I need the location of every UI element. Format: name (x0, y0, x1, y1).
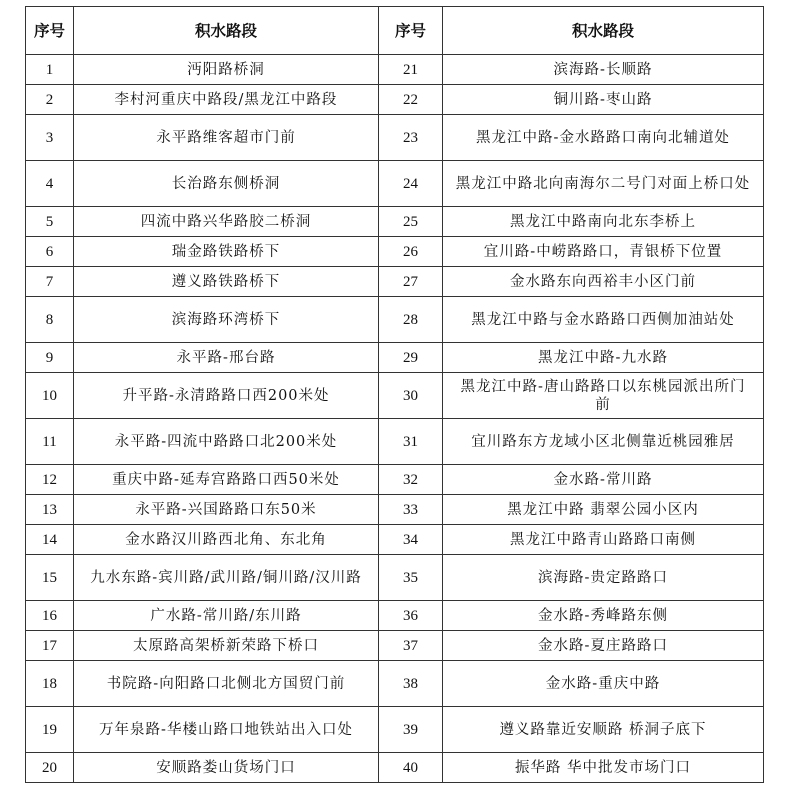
table-row (26, 419, 764, 465)
cell-right-number: 33 (379, 495, 443, 525)
table-row (26, 297, 764, 343)
header-road-right: 积水路段 (443, 7, 764, 55)
cell-left-road: 遵义路铁路桥下 (74, 267, 379, 297)
header-road-left: 积水路段 (74, 7, 379, 55)
cell-left-number: 12 (26, 465, 74, 495)
table-row (26, 115, 764, 161)
header-no-left: 序号 (26, 7, 74, 55)
cell-left-road: 升平路-永清路路口西200米处 (74, 373, 379, 419)
cell-left-number: 15 (26, 555, 74, 601)
cell-right-road: 黑龙江中路北向南海尔二号门对面上桥口处 (443, 161, 764, 207)
cell-left-road: 沔阳路桥洞 (74, 55, 379, 85)
cell-right-number: 38 (379, 661, 443, 707)
cell-right-number: 23 (379, 115, 443, 161)
cell-left-number: 7 (26, 267, 74, 297)
cell-left-number: 4 (26, 161, 74, 207)
table-row (26, 631, 764, 661)
cell-left-road: 九水东路-宾川路/武川路/铜川路/汉川路 (74, 555, 379, 601)
cell-left-road: 书院路-向阳路口北侧北方国贸门前 (74, 661, 379, 707)
table-row (26, 465, 764, 495)
cell-left-road: 万年泉路-华楼山路口地铁站出入口处 (74, 707, 379, 753)
cell-left-number: 19 (26, 707, 74, 753)
cell-left-number: 5 (26, 207, 74, 237)
cell-left-road: 李村河重庆中路段/黑龙江中路段 (74, 85, 379, 115)
cell-left-road: 四流中路兴华路胶二桥洞 (74, 207, 379, 237)
cell-left-road: 永平路-邢台路 (74, 343, 379, 373)
table-row (26, 85, 764, 115)
cell-left-number: 10 (26, 373, 74, 419)
cell-left-number: 16 (26, 601, 74, 631)
cell-right-road: 铜川路-枣山路 (443, 85, 764, 115)
cell-right-road: 金水路-常川路 (443, 465, 764, 495)
table-row (26, 601, 764, 631)
table-header-row (26, 7, 764, 55)
cell-right-number: 29 (379, 343, 443, 373)
cell-right-road: 振华路 华中批发市场门口 (443, 753, 764, 783)
cell-left-road: 永平路维客超市门前 (74, 115, 379, 161)
cell-right-number: 36 (379, 601, 443, 631)
cell-left-number: 20 (26, 753, 74, 783)
table-row (26, 343, 764, 373)
cell-left-number: 18 (26, 661, 74, 707)
cell-right-number: 21 (379, 55, 443, 85)
cell-left-road: 重庆中路-延寿宫路路口西50米处 (74, 465, 379, 495)
cell-right-number: 37 (379, 631, 443, 661)
table-row (26, 753, 764, 783)
cell-right-road: 黑龙江中路与金水路路口西侧加油站处 (443, 297, 764, 343)
table-row (26, 525, 764, 555)
table-row (26, 267, 764, 297)
cell-right-road: 金水路东向西裕丰小区门前 (443, 267, 764, 297)
table-row (26, 495, 764, 525)
table-row (26, 161, 764, 207)
cell-left-road: 永平路-兴国路路口东50米 (74, 495, 379, 525)
cell-right-road: 滨海路-贵定路路口 (443, 555, 764, 601)
cell-right-road: 金水路-秀峰路东侧 (443, 601, 764, 631)
cell-left-number: 17 (26, 631, 74, 661)
cell-left-road: 安顺路娄山货场门口 (74, 753, 379, 783)
table-row (26, 555, 764, 601)
cell-right-road: 宜川路-中崂路路口，青银桥下位置 (443, 237, 764, 267)
cell-right-number: 31 (379, 419, 443, 465)
table-row (26, 207, 764, 237)
cell-left-number: 11 (26, 419, 74, 465)
cell-right-road: 遵义路靠近安顺路 桥洞子底下 (443, 707, 764, 753)
cell-right-road: 宜川路东方龙域小区北侧靠近桃园雅居 (443, 419, 764, 465)
cell-left-road: 瑞金路铁路桥下 (74, 237, 379, 267)
cell-right-road: 金水路-重庆中路 (443, 661, 764, 707)
table-row (26, 661, 764, 707)
cell-right-number: 25 (379, 207, 443, 237)
table-row (26, 707, 764, 753)
cell-right-number: 34 (379, 525, 443, 555)
cell-left-number: 2 (26, 85, 74, 115)
cell-right-number: 27 (379, 267, 443, 297)
cell-right-number: 39 (379, 707, 443, 753)
table-row (26, 55, 764, 85)
cell-left-road: 长治路东侧桥洞 (74, 161, 379, 207)
cell-right-number: 30 (379, 373, 443, 419)
cell-right-number: 28 (379, 297, 443, 343)
table-body (26, 55, 764, 783)
waterlogging-table (25, 6, 764, 783)
cell-right-road: 黑龙江中路-金水路路口南向北辅道处 (443, 115, 764, 161)
cell-left-number: 6 (26, 237, 74, 267)
cell-left-number: 13 (26, 495, 74, 525)
cell-right-number: 32 (379, 465, 443, 495)
cell-left-number: 3 (26, 115, 74, 161)
cell-right-number: 35 (379, 555, 443, 601)
cell-right-road: 黑龙江中路 翡翠公园小区内 (443, 495, 764, 525)
cell-right-number: 22 (379, 85, 443, 115)
cell-left-road: 广水路-常川路/东川路 (74, 601, 379, 631)
cell-right-road: 黑龙江中路-九水路 (443, 343, 764, 373)
cell-left-road: 金水路汉川路西北角、东北角 (74, 525, 379, 555)
table-row (26, 373, 764, 419)
cell-left-road: 永平路-四流中路路口北200米处 (74, 419, 379, 465)
cell-left-number: 9 (26, 343, 74, 373)
cell-left-number: 8 (26, 297, 74, 343)
cell-left-road: 滨海路环湾桥下 (74, 297, 379, 343)
cell-right-number: 40 (379, 753, 443, 783)
cell-right-number: 26 (379, 237, 443, 267)
cell-left-number: 1 (26, 55, 74, 85)
cell-left-number: 14 (26, 525, 74, 555)
cell-right-road: 黑龙江中路青山路路口南侧 (443, 525, 764, 555)
table-row (26, 237, 764, 267)
cell-right-road: 黑龙江中路-唐山路路口以东桃园派出所门前 (443, 373, 764, 419)
cell-left-road: 太原路高架桥新荣路下桥口 (74, 631, 379, 661)
cell-right-road: 黑龙江中路南向北东李桥上 (443, 207, 764, 237)
cell-right-road: 金水路-夏庄路路口 (443, 631, 764, 661)
cell-right-number: 24 (379, 161, 443, 207)
header-no-right: 序号 (379, 7, 443, 55)
cell-right-road: 滨海路-长顺路 (443, 55, 764, 85)
